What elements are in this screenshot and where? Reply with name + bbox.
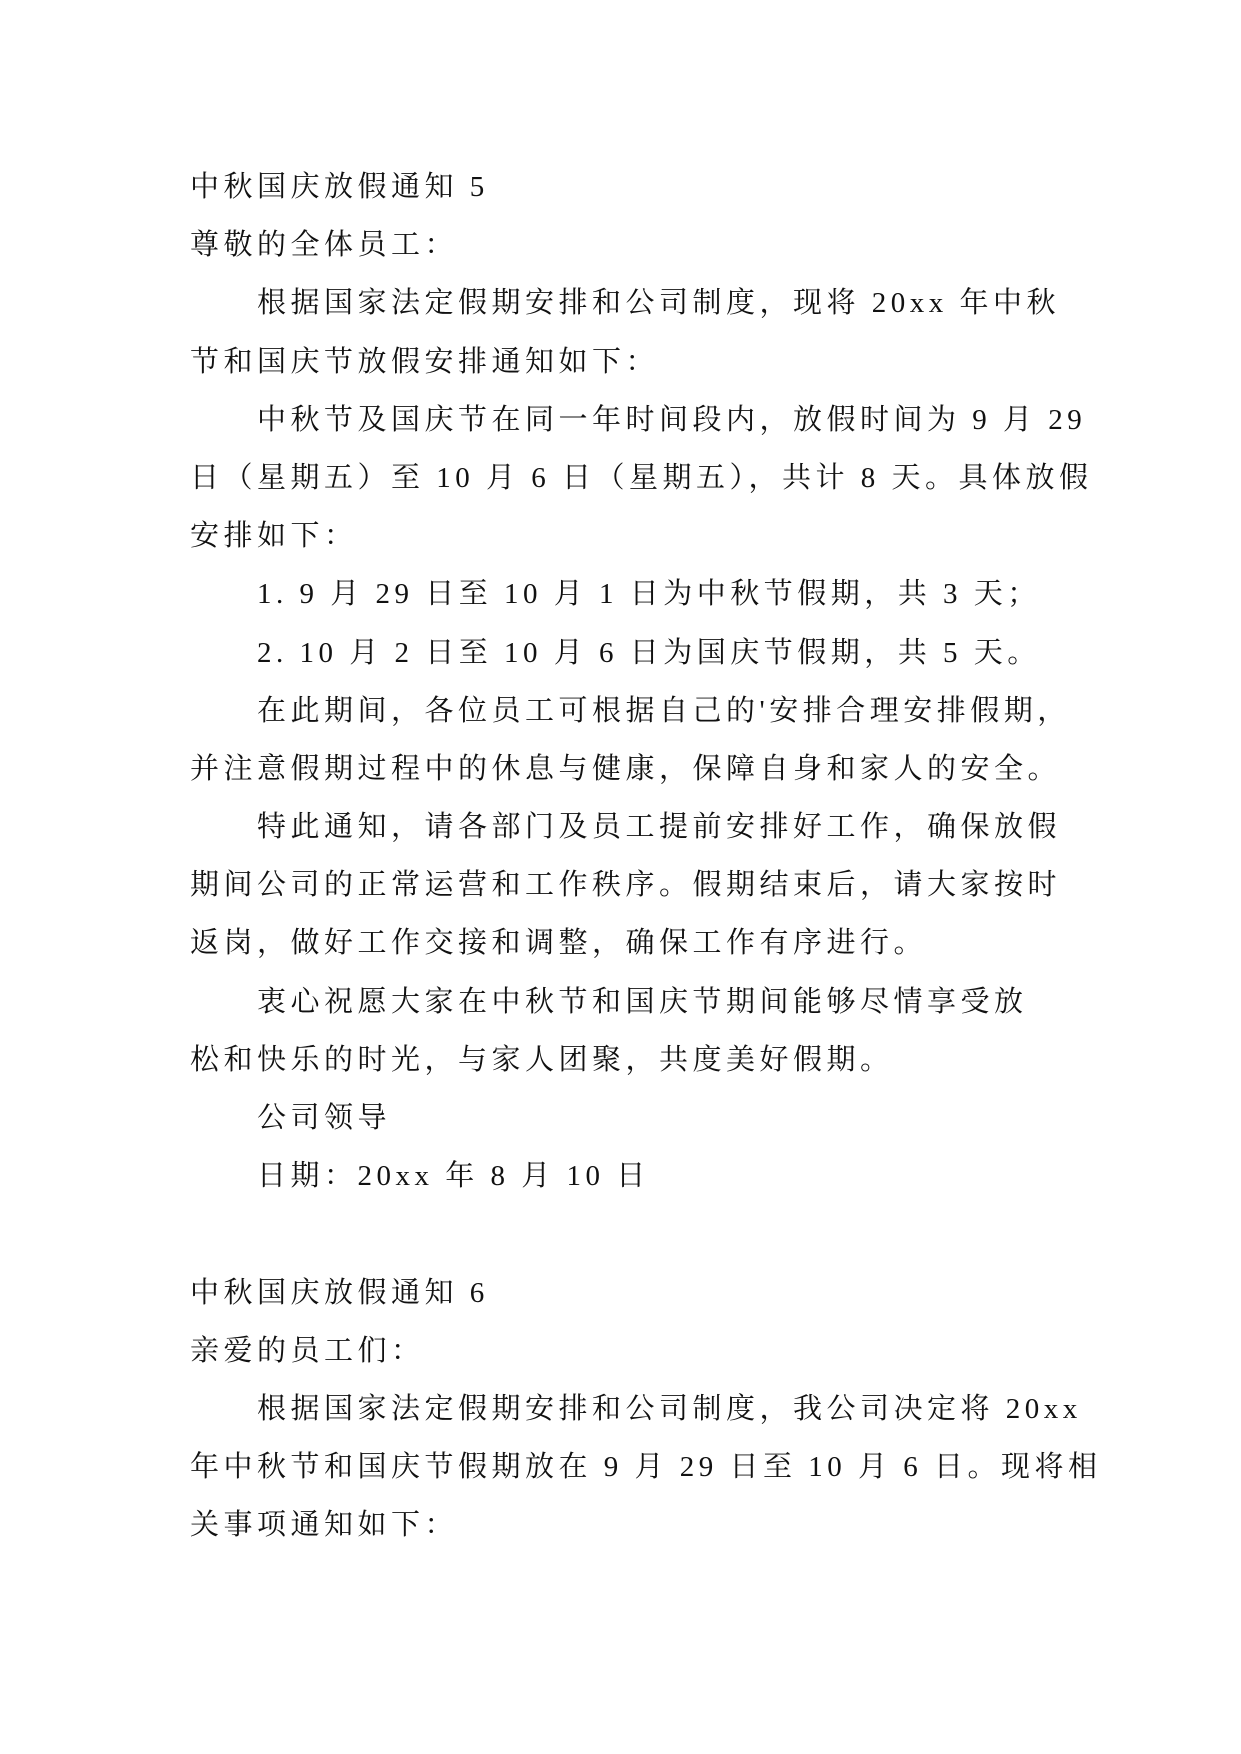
paragraph-line: 中秋节及国庆节在同一年时间段内，放假时间为 9 月 29	[257, 403, 1087, 436]
paragraph-line: 年中秋节和国庆节假期放在 9 月 29 日至 10 月 6 日。现将相	[190, 1451, 1102, 1484]
date-line: 日期：20xx 年 8 月 10 日	[257, 1160, 650, 1193]
notice-title: 中秋国庆放假通知 5	[190, 171, 489, 203]
paragraph-line: 在此期间，各位员工可根据自己的'安排合理安排假期，	[257, 694, 1071, 727]
list-item	[190, 624, 1091, 682]
paragraph-line: 2. 10 月 2 日至 10 月 6 日为国庆节假期，共 5 天。	[257, 636, 1041, 669]
paragraph-line: 期间公司的正常运营和工作秩序。假期结束后，请大家按时	[190, 869, 1062, 902]
salutation: 亲爱的员工们：	[190, 1334, 425, 1367]
signature: 公司领导	[257, 1102, 392, 1134]
paragraph-line: 关事项通知如下：	[190, 1509, 459, 1542]
paragraph	[190, 274, 1091, 390]
paragraph	[190, 973, 1091, 1089]
paragraph-line: 节和国庆节放假安排通知如下：	[190, 345, 660, 378]
paragraph-line: 日（星期五）至 10 月 6 日（星期五），共计 8 天。具体放假	[190, 461, 1093, 494]
paragraph-line: 返岗，做好工作交接和调整，确保工作有序进行。	[190, 927, 928, 960]
paragraph	[190, 391, 1091, 566]
section-spacer	[190, 1205, 1091, 1263]
paragraph	[190, 682, 1091, 798]
paragraph-line: 根据国家法定假期安排和公司制度，我公司决定将 20xx	[257, 1392, 1082, 1425]
notice-6	[190, 1264, 1102, 1555]
notice-title: 中秋国庆放假通知 6	[190, 1276, 489, 1309]
paragraph-line: 根据国家法定假期安排和公司制度，现将 20xx 年中秋	[257, 287, 1061, 320]
notice-5	[190, 158, 1091, 1205]
paragraph-line: 1. 9 月 29 日至 10 月 1 日为中秋节假期，共 3 天；	[257, 578, 1041, 611]
paragraph-line: 松和快乐的时光，与家人团聚，共度美好假期。	[190, 1043, 894, 1076]
list-item	[190, 565, 1091, 623]
paragraph	[190, 798, 1091, 973]
paragraph-line: 特此通知，请各部门及员工提前安排好工作，确保放假	[257, 811, 1062, 844]
paragraph	[190, 1380, 1102, 1555]
salutation: 尊敬的全体员工：	[190, 229, 459, 262]
paragraph-line: 衷心祝愿大家在中秋节和国庆节期间能够尽情享受放	[257, 985, 1028, 1018]
paragraph-line: 安排如下：	[190, 520, 358, 553]
paragraph-line: 并注意假期过程中的休息与健康，保障自身和家人的安全。	[190, 752, 1062, 785]
